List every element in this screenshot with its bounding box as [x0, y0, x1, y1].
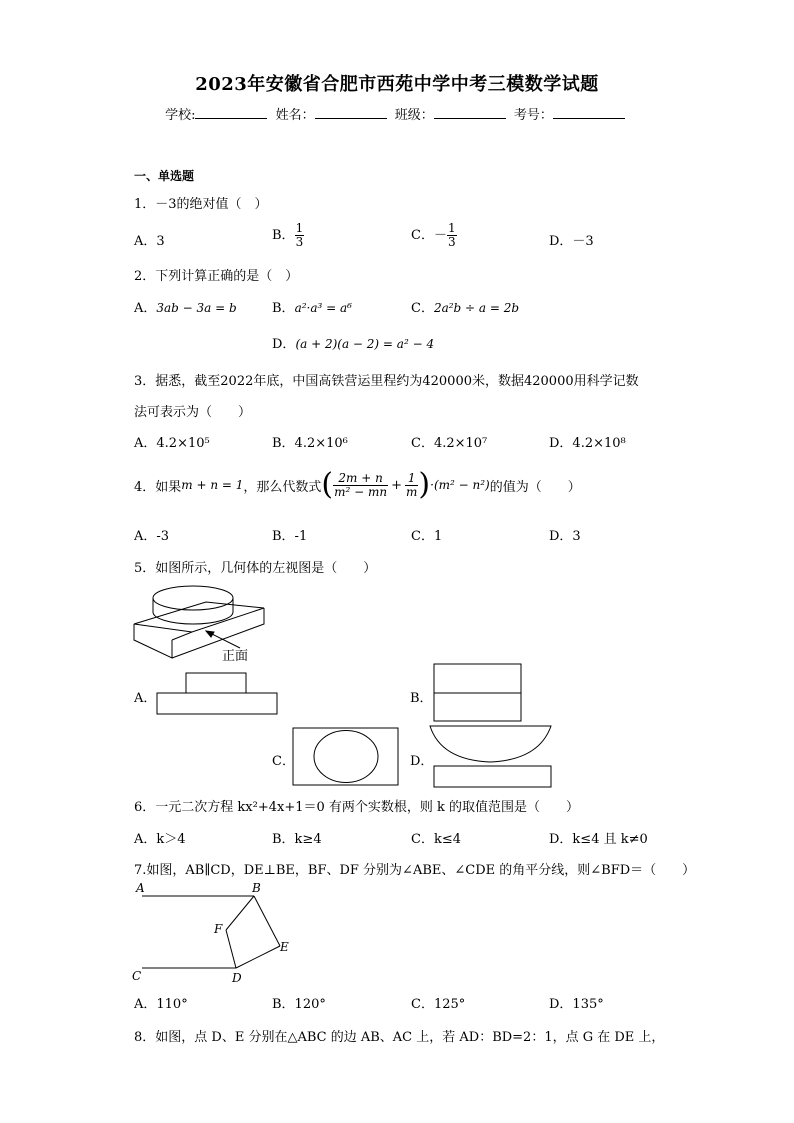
q2-option-d	[272, 333, 434, 352]
q4-fraction-1	[333, 472, 388, 499]
q2-d-expr: (a + 2)(a − 2) = a² − 4	[295, 337, 435, 351]
school-label: 学校:	[165, 108, 196, 123]
class-label: 班级：	[394, 108, 434, 123]
q7-option-b: B．120°	[272, 997, 326, 1012]
q7-label-c: C	[132, 969, 142, 983]
q1-c-den: 3	[447, 235, 456, 249]
q7-label-a: A	[136, 881, 145, 895]
q5-solid-figure	[130, 578, 270, 668]
class-blank[interactable]	[434, 106, 506, 119]
q4-fraction-2	[405, 472, 418, 499]
q4-f2-den: m	[406, 484, 418, 499]
q4-option-b: B．-1	[272, 529, 308, 544]
q7-option-c: C．125°	[411, 997, 466, 1012]
question-6: 6．一元二次方程 kx²+4x+1＝0 有两个实数根，则 k 的取值范围是（ ）	[134, 800, 580, 815]
q7-label-f: F	[214, 922, 223, 936]
q6-option-a: A．k＞4	[134, 832, 186, 847]
q5-option-d-figure	[429, 722, 553, 790]
section-heading: 一、单选题	[134, 169, 195, 183]
q1-option-d: D．－3	[549, 234, 594, 249]
q4-prefix: 4．如果	[134, 479, 182, 495]
q2-d-prefix: D．	[272, 337, 296, 352]
student-info-line	[0, 104, 794, 123]
q7-label-e: E	[280, 940, 289, 954]
q3-option-d: D．4.2×10⁸	[549, 436, 626, 451]
school-blank[interactable]	[195, 106, 267, 119]
q4-condition: m + n = 1	[181, 478, 244, 492]
q7-label-d: D	[232, 971, 242, 985]
q7-option-a: A．110°	[134, 997, 188, 1012]
q3-option-a: A．4.2×10⁵	[134, 436, 210, 451]
q1-option-c	[411, 222, 457, 249]
question-3-line-1: 3．据悉，截至2022年底，中国高铁营运里程约为420000米，数据420000用科学记数	[134, 374, 639, 389]
q2-a-expr: 3ab − 3a = b	[156, 301, 237, 315]
q7-geometry-figure	[130, 878, 300, 986]
q5-option-a-figure	[156, 672, 278, 716]
q5-option-b-label: B．	[410, 691, 433, 706]
q2-c-prefix: C．	[411, 301, 434, 316]
q5-option-a-label: A．	[134, 691, 157, 706]
id-label: 考号：	[513, 108, 553, 123]
q4-option-c: C．1	[411, 529, 443, 544]
id-blank[interactable]	[553, 106, 625, 119]
q4-option-d: D．3	[549, 529, 581, 544]
question-4	[134, 468, 581, 502]
q4-plus: +	[391, 477, 403, 493]
q4-right-paren: )	[418, 467, 431, 502]
q2-c-expr: 2a²b ÷ a = 2b	[433, 301, 520, 315]
q2-a-prefix: A．	[134, 301, 157, 316]
q6-option-d: D．k≤4 且 k≠0	[549, 832, 648, 847]
q5-option-c-figure	[292, 727, 400, 787]
q5-option-b-figure	[433, 663, 523, 723]
page-title: 2023年安徽省合肥市西苑中学中考三模数学试题	[195, 74, 599, 95]
q1-option-b	[272, 222, 304, 249]
q4-left-paren: (	[321, 467, 334, 502]
q4-option-a: A．-3	[134, 529, 170, 544]
question-3-line-2: 法可表示为（ ）	[134, 405, 252, 420]
question-2: 2．下列计算正确的是（ ）	[134, 269, 299, 284]
name-blank[interactable]	[315, 106, 387, 119]
q4-suffix: 的值为（ ）	[489, 479, 581, 495]
q2-b-prefix: B．	[272, 301, 295, 316]
q3-option-c: C．4.2×10⁷	[411, 436, 488, 451]
q2-option-c	[411, 297, 519, 316]
q5-option-d-label: D．	[410, 754, 434, 769]
q4-tail-expr: ·(m² − n²)	[430, 478, 490, 492]
q1-option-a: A．3	[134, 234, 165, 249]
q1-b-fraction	[295, 222, 305, 249]
q6-option-b: B．k≥4	[272, 832, 322, 847]
name-label: 姓名：	[275, 108, 315, 123]
q2-b-expr: a²·a³ = a⁶	[294, 301, 352, 315]
q7-label-b: B	[252, 881, 261, 895]
q1-c-prefix: C．－	[411, 228, 447, 243]
q4-f1-num: 2m + n	[333, 472, 388, 486]
q3-option-b: B．4.2×10⁶	[272, 436, 348, 451]
question-5: 5．如图所示，几何体的左视图是（ ）	[134, 561, 377, 576]
q1-b-den: 3	[295, 235, 304, 249]
q1-c-fraction	[447, 222, 457, 249]
q1-c-num: 1	[447, 221, 456, 235]
question-8: 8．如图，点 D、E 分别在△ABC 的边 AB、AC 上，若 AD：BD=2：1，点 G 在 DE 上，	[134, 1030, 665, 1045]
q1-b-prefix: B．	[272, 228, 295, 243]
q2-option-b	[272, 297, 352, 316]
q4-f1-den: m² − mn	[334, 484, 388, 499]
question-7: 7.如图，AB∥CD，DE⊥BE，BF、DF 分别为∠ABE、∠CDE 的角平分线，则∠BFD＝（ ）	[134, 863, 696, 878]
q6-option-c: C．k≤4	[411, 832, 461, 847]
q4-f2-num: 1	[405, 472, 418, 486]
q2-option-a	[134, 297, 237, 316]
q1-b-num: 1	[295, 221, 304, 235]
q5-front-label: 正面	[222, 649, 249, 664]
q4-mid: ，那么代数式	[243, 479, 322, 495]
q5-option-c-label: C．	[272, 754, 295, 769]
q7-option-d: D．135°	[549, 997, 604, 1012]
question-1: 1．－3的绝对值（ ）	[134, 197, 268, 212]
